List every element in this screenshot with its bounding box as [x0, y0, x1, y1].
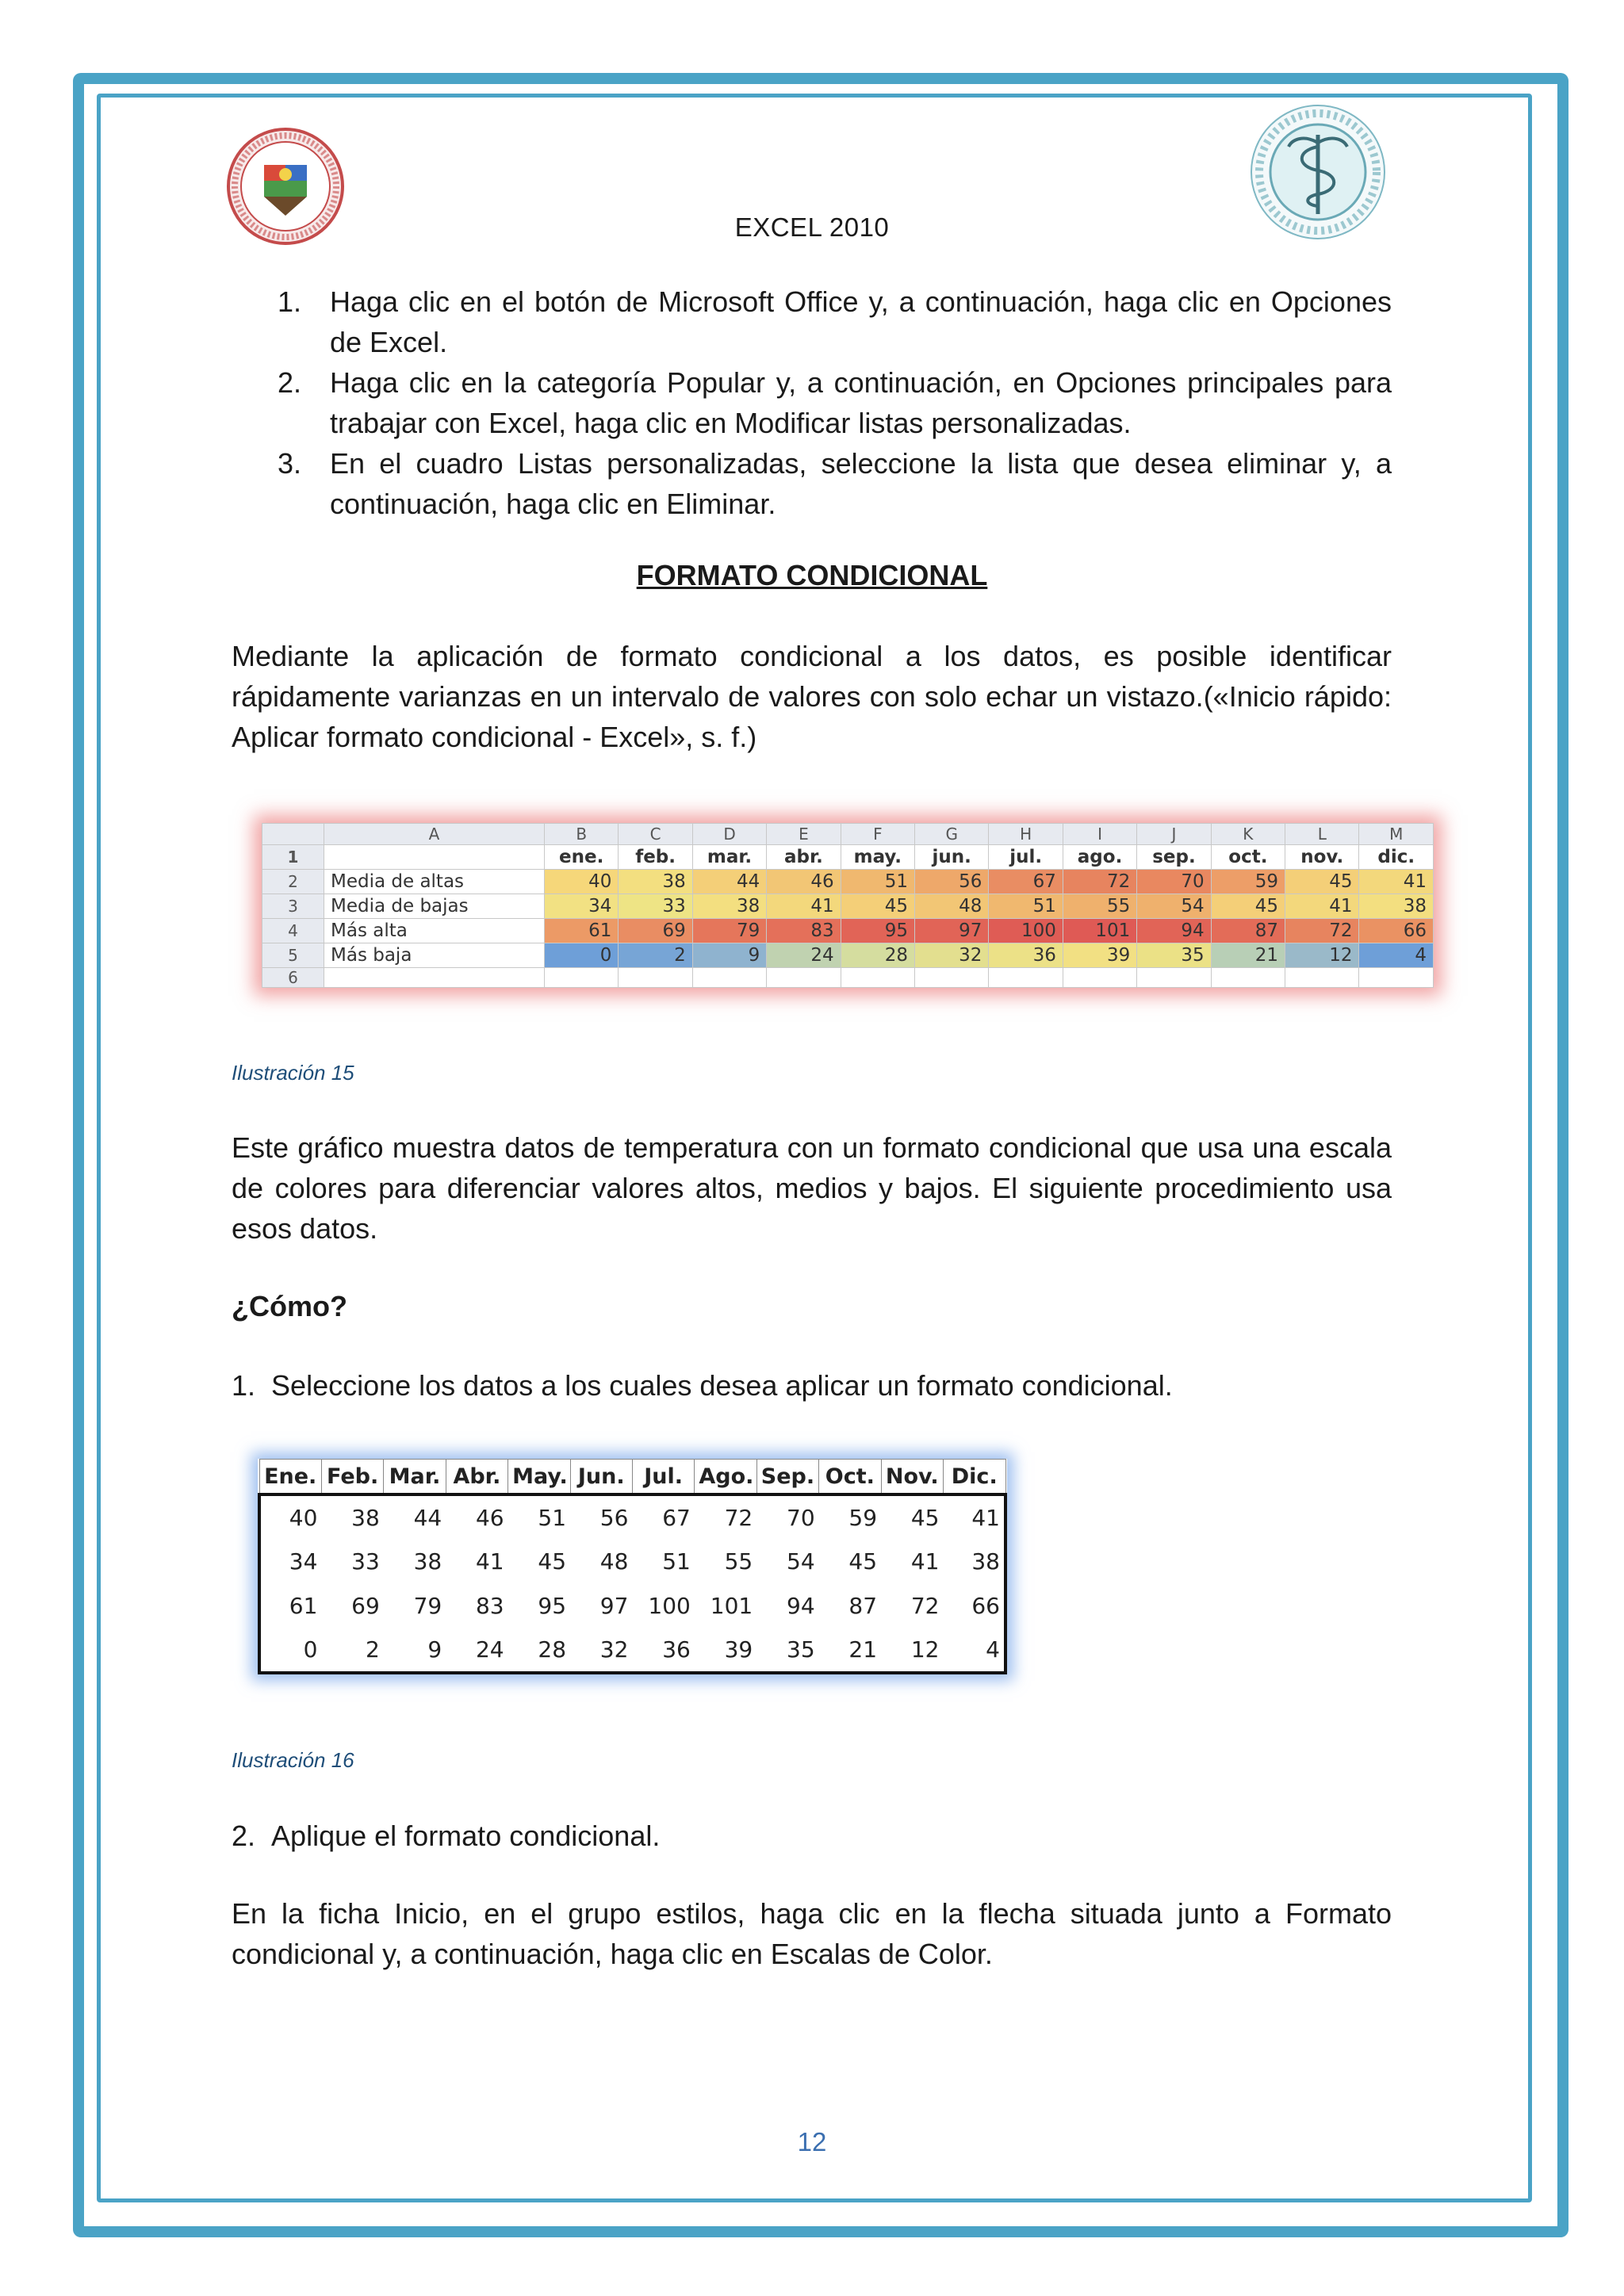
empty-cell: [1211, 968, 1285, 988]
month-header-cell: Dic.: [943, 1460, 1005, 1495]
month-header-cell: Sep.: [756, 1460, 818, 1495]
table-row: [262, 943, 1434, 968]
column-letter: C: [619, 824, 692, 845]
data-cell: 56: [599, 1505, 629, 1532]
data-cell: 66: [1359, 919, 1434, 943]
data-cell: 28: [841, 943, 914, 968]
data-cell: 83: [475, 1592, 504, 1619]
data-cell: 38: [351, 1505, 380, 1532]
data-cell: 101: [1063, 919, 1136, 943]
list-item-number: 3.: [278, 447, 302, 480]
empty-cell: [1285, 968, 1359, 988]
data-cell: 12: [1285, 943, 1359, 968]
month-header-cell: Ene.: [259, 1460, 321, 1495]
month-header-cell: abr.: [767, 845, 841, 870]
data-cell: 45: [848, 1548, 878, 1575]
empty-cell: [619, 968, 692, 988]
data-cell: 79: [692, 919, 766, 943]
data-cell: 46: [767, 870, 841, 894]
column-letter: K: [1211, 824, 1285, 845]
column-letter: D: [692, 824, 766, 845]
column-letter: L: [1285, 824, 1359, 845]
row-label: [324, 845, 545, 870]
data-cell: 67: [989, 870, 1063, 894]
data-cell: 87: [1211, 919, 1285, 943]
data-cell: 41: [1359, 870, 1434, 894]
month-header-cell: ene.: [545, 845, 619, 870]
data-cell: 38: [619, 870, 692, 894]
colored-temperature-sheet: [262, 823, 1434, 988]
data-cell: 70: [787, 1505, 815, 1532]
month-header-cell: feb.: [619, 845, 692, 870]
data-cell: 46: [475, 1505, 504, 1532]
column-letter: J: [1137, 824, 1211, 845]
data-cell: 39: [724, 1636, 753, 1663]
data-cell: 41: [910, 1548, 940, 1575]
row-label: Más baja: [324, 943, 545, 968]
data-cell: 9: [427, 1636, 442, 1663]
table-row: [259, 1494, 1005, 1540]
month-header-cell: May.: [508, 1460, 570, 1495]
data-cell: 9: [692, 943, 766, 968]
row-label: Media de altas: [324, 870, 545, 894]
data-cell: 41: [767, 894, 841, 919]
table-row: [262, 919, 1434, 943]
data-cell: 87: [848, 1592, 878, 1619]
month-header-cell: Ago.: [695, 1460, 756, 1495]
data-cell: 12: [910, 1636, 940, 1663]
data-cell: 55: [1063, 894, 1136, 919]
data-cell: 61: [289, 1592, 318, 1619]
table-row: [262, 968, 1434, 988]
data-cell: 56: [915, 870, 989, 894]
data-cell: 70: [1137, 870, 1211, 894]
month-header-cell: nov.: [1285, 845, 1359, 870]
data-cell: 51: [989, 894, 1063, 919]
figure-15-caption: Ilustración 15: [232, 1061, 354, 1085]
data-cell: 40: [545, 870, 619, 894]
data-cell: 34: [289, 1548, 318, 1575]
column-letter: E: [767, 824, 841, 845]
table-row: [262, 870, 1434, 894]
step-text: Aplique el formato condicional.: [271, 1820, 661, 1852]
step-number: 2.: [232, 1820, 256, 1852]
data-cell: 4: [986, 1636, 1000, 1663]
data-cell: 41: [475, 1548, 504, 1575]
table-row: [262, 894, 1434, 919]
figure-16-caption: Ilustración 16: [232, 1748, 354, 1772]
list-item-number: 2.: [278, 366, 302, 399]
month-header-cell: Abr.: [446, 1460, 508, 1495]
column-letter: H: [989, 824, 1063, 845]
list-item: [278, 362, 1392, 443]
data-cell: 51: [841, 870, 914, 894]
data-cell: 36: [989, 943, 1063, 968]
data-cell: 51: [538, 1505, 567, 1532]
data-cell: 2: [619, 943, 692, 968]
data-cell: 72: [1285, 919, 1359, 943]
temperature-paragraph: Este gráfico muestra datos de temperatura con un formato condicional que usa una escala de colores para diferenciar valores altos, medios y bajos. El siguiente procedimiento usa esos datos.: [232, 1131, 1392, 1245]
row-number: 5: [262, 943, 324, 968]
empty-cell: [692, 968, 766, 988]
data-cell: 66: [971, 1592, 1000, 1619]
data-cell: 100: [989, 919, 1063, 943]
month-header-cell: sep.: [1137, 845, 1211, 870]
data-cell: 38: [971, 1548, 1000, 1575]
data-cell: 44: [692, 870, 766, 894]
step-text: Seleccione los datos a los cuales desea aplicar un formato condicional.: [271, 1369, 1173, 1402]
data-cell: 45: [1211, 894, 1285, 919]
data-cell: 83: [767, 919, 841, 943]
page-number: 12: [797, 2127, 827, 2156]
data-cell: 97: [599, 1592, 629, 1619]
step-1: [232, 1365, 1173, 1406]
table-row: [259, 1540, 1005, 1583]
data-cell: 40: [289, 1505, 318, 1532]
empty-cell: [915, 968, 989, 988]
como-heading: ¿Cómo?: [232, 1290, 347, 1322]
table-row: [259, 1628, 1005, 1673]
list-item-text: Haga clic en la categoría Popular y, a continuación, en Opciones principales para trabajar con Excel, haga clic en Modificar listas personalizadas.: [330, 366, 1392, 439]
data-cell: 54: [1137, 894, 1211, 919]
data-cell: 36: [662, 1636, 691, 1663]
data-cell: 32: [915, 943, 989, 968]
final-paragraph: En la ficha Inicio, en el grupo estilos, haga clic en la flecha situada junto a Formato condicional y, a continuación, haga clic en Escalas de Color.: [232, 1897, 1392, 1970]
data-cell: 45: [1285, 870, 1359, 894]
month-header-cell: ago.: [1063, 845, 1136, 870]
sheet-corner: [262, 824, 324, 845]
data-cell: 72: [910, 1592, 940, 1619]
month-header-cell: Mar.: [384, 1460, 446, 1495]
data-cell: 38: [413, 1548, 442, 1575]
data-cell: 32: [599, 1636, 629, 1663]
data-cell: 34: [545, 894, 619, 919]
month-header-cell: may.: [841, 845, 914, 870]
section-heading: FORMATO CONDICIONAL: [636, 559, 988, 591]
data-cell: 48: [915, 894, 989, 919]
data-cell: 67: [662, 1505, 691, 1532]
month-header-cell: mar.: [692, 845, 766, 870]
row-number: 4: [262, 919, 324, 943]
data-cell: 35: [787, 1636, 815, 1663]
month-header-cell: jul.: [989, 845, 1063, 870]
data-cell: 79: [413, 1592, 442, 1619]
header-row: [259, 1460, 1005, 1495]
empty-cell: [767, 968, 841, 988]
data-cell: 2: [365, 1636, 380, 1663]
column-letter: G: [915, 824, 989, 845]
data-cell: 59: [1211, 870, 1285, 894]
data-cell: 28: [538, 1636, 567, 1663]
removal-steps-list: [278, 281, 1392, 524]
data-cell: 94: [787, 1592, 815, 1619]
empty-cell: [545, 968, 619, 988]
data-cell: 35: [1137, 943, 1211, 968]
month-header-cell: jun.: [915, 845, 989, 870]
list-item-text: En el cuadro Listas personalizadas, seleccione la lista que desea eliminar y, a continuación, haga clic en Eliminar.: [330, 447, 1392, 520]
data-cell: 38: [692, 894, 766, 919]
data-cell: 51: [662, 1548, 691, 1575]
empty-cell: [841, 968, 914, 988]
empty-cell: [1359, 968, 1434, 988]
data-cell: 69: [351, 1592, 380, 1619]
table-row: [259, 1584, 1005, 1628]
data-cell: 41: [971, 1505, 1000, 1532]
row-number: 2: [262, 870, 324, 894]
data-cell: 45: [910, 1505, 940, 1532]
row-label: Más alta: [324, 919, 545, 943]
data-cell: 72: [1063, 870, 1136, 894]
data-cell: 48: [599, 1548, 629, 1575]
month-header-cell: Oct.: [819, 1460, 881, 1495]
month-header-cell: oct.: [1211, 845, 1285, 870]
data-cell: 94: [1137, 919, 1211, 943]
data-cell: 0: [545, 943, 619, 968]
data-cell: 44: [413, 1505, 442, 1532]
data-cell: 33: [351, 1548, 380, 1575]
row-number: 3: [262, 894, 324, 919]
data-cell: 38: [1359, 894, 1434, 919]
empty-cell: [324, 968, 545, 988]
column-letter: M: [1359, 824, 1434, 845]
data-cell: 100: [648, 1592, 691, 1619]
data-cell: 97: [915, 919, 989, 943]
data-cell: 95: [538, 1592, 567, 1619]
data-cell: 45: [841, 894, 914, 919]
month-header-cell: Feb.: [321, 1460, 383, 1495]
column-letter: B: [545, 824, 619, 845]
document-header-title: EXCEL 2010: [734, 212, 890, 242]
row-number: 1: [262, 845, 324, 870]
list-item-text: Haga clic en el botón de Microsoft Office y, a continuación, haga clic en Opciones de Excel.: [330, 285, 1392, 358]
data-cell: 21: [1211, 943, 1285, 968]
list-item: [278, 443, 1392, 524]
data-cell: 21: [848, 1636, 878, 1663]
month-header-cell: Jun.: [570, 1460, 632, 1495]
conditional-format-spreadsheet-image: [262, 823, 1434, 988]
data-cell: 24: [767, 943, 841, 968]
data-cell: 33: [619, 894, 692, 919]
data-cell: 0: [303, 1636, 318, 1663]
table-row: [262, 845, 1434, 870]
data-cell: 39: [1063, 943, 1136, 968]
step-2: [232, 1816, 660, 1856]
column-letter: A: [324, 824, 545, 845]
month-header-cell: Jul.: [632, 1460, 694, 1495]
month-header-cell: dic.: [1359, 845, 1434, 870]
data-cell: 41: [1285, 894, 1359, 919]
list-item-number: 1.: [278, 285, 302, 318]
data-cell: 69: [619, 919, 692, 943]
column-letter: I: [1063, 824, 1136, 845]
data-cell: 54: [787, 1548, 815, 1575]
plain-temperature-table: [258, 1459, 1007, 1674]
row-number: 6: [262, 968, 324, 988]
data-cell: 95: [841, 919, 914, 943]
data-cell: 24: [475, 1636, 504, 1663]
plain-data-table-image: [258, 1459, 1007, 1674]
data-cell: 45: [538, 1548, 567, 1575]
step-number: 1.: [232, 1369, 256, 1402]
empty-cell: [1137, 968, 1211, 988]
month-header-cell: Nov.: [881, 1460, 943, 1495]
empty-cell: [1063, 968, 1136, 988]
data-cell: 72: [724, 1505, 753, 1532]
data-cell: 61: [545, 919, 619, 943]
row-label: Media de bajas: [324, 894, 545, 919]
data-cell: 55: [724, 1548, 753, 1575]
empty-cell: [989, 968, 1063, 988]
data-cell: 4: [1359, 943, 1434, 968]
column-letter: F: [841, 824, 914, 845]
data-cell: 101: [710, 1592, 753, 1619]
list-item: [278, 281, 1392, 362]
data-cell: 59: [848, 1505, 878, 1532]
intro-paragraph: Mediante la aplicación de formato condicional a los datos, es posible identificar rápidamente varianzas en un intervalo de valores con solo echar un vistazo.(«Inicio rápido: Aplicar formato condicional - Excel», s. f.): [232, 640, 1392, 753]
column-header-row: [262, 824, 1434, 845]
